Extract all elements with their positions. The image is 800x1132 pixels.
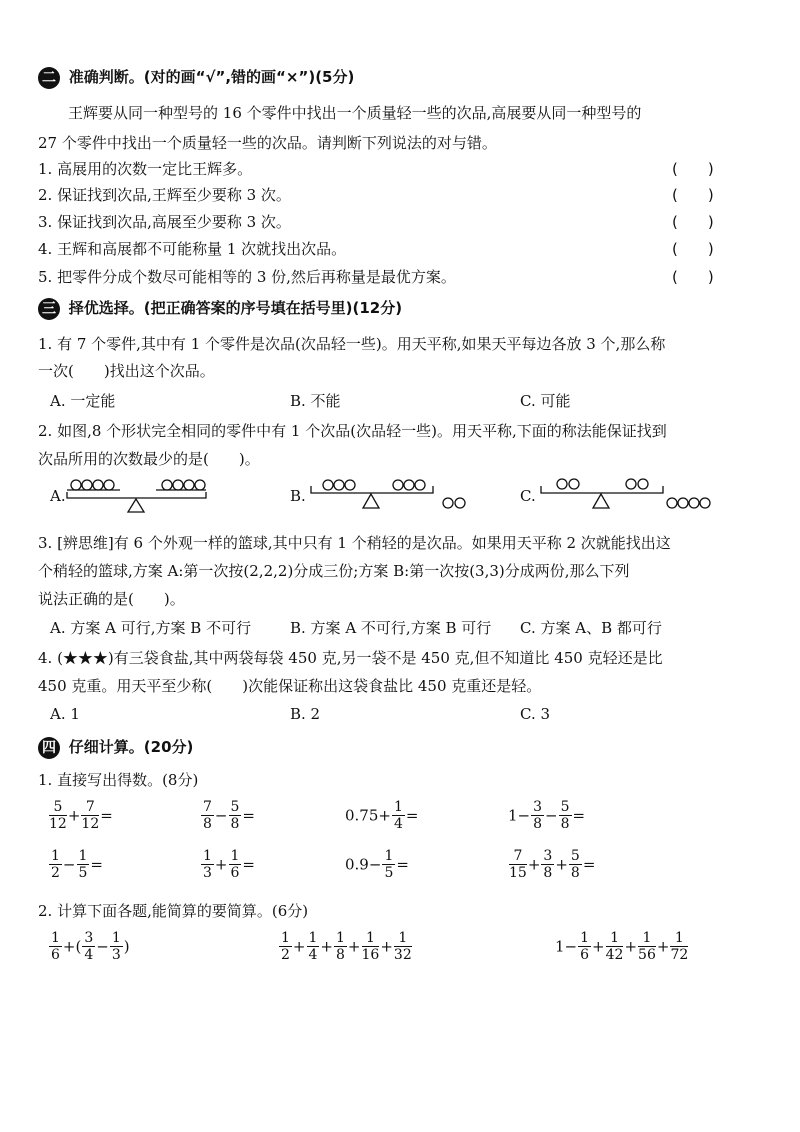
fraction: $\frac{1}{4}$ (308, 930, 318, 963)
section-4-header (38, 736, 193, 759)
answer-parentheses[interactable]: ( ) (672, 268, 714, 286)
judgment-item: 4. 王辉和高展都不可能称量 1 次就找出次品。 (38, 240, 347, 258)
subquestion-title: 1. 直接写出得数。(8分) (38, 771, 199, 789)
math-expression: 0.9− $\frac{1}{5}$ = (345, 848, 409, 881)
fraction: $\frac{1}{56}$ (638, 930, 656, 963)
option-b[interactable]: B. (290, 487, 306, 505)
question-text: 4. (★★★)有三袋食盐,其中两袋每袋 450 克,另一袋不是 450 克,但不知道比 450 克轻还是比 (38, 649, 663, 667)
question-text: 1. 有 7 个零件,其中有 1 个零件是次品(次品轻一些)。用天平称,如果天平每边各放 3 个,那么称 (38, 335, 666, 353)
section-title: 择优选择。(把正确答案的序号填在括号里)(12分) (68, 299, 403, 317)
judgment-item: 5. 把零件分成个数尽可能相等的 3 份,然后再称量是最优方案。 (38, 268, 456, 286)
option-b[interactable]: B. 方案 A 不可行,方案 B 可行 (290, 619, 492, 637)
math-expression: 1− $\frac{1}{6}$ + $\frac{1}{42}$ + $\frac{1}{56}$ + $\frac{1}{72}$ (555, 930, 689, 963)
section-3-header (38, 297, 402, 320)
fraction: $\frac{1}{16}$ (361, 930, 380, 963)
answer-parentheses[interactable]: ( ) (672, 186, 714, 204)
fraction: $\frac{3}{4}$ (84, 930, 94, 963)
section-number-badge: 四 (38, 737, 60, 759)
math-expression: $\frac{1}{2}$ − $\frac{1}{5}$ = (51, 848, 103, 881)
fraction: $\frac{1}{32}$ (393, 930, 412, 963)
question-text: 3. [辨思维]有 6 个外观一样的篮球,其中只有 1 个稍轻的是次品。如果用天平称 2 次就能找出这 (38, 534, 671, 552)
balance-scale-icon (538, 474, 718, 518)
fraction: $\frac{1}{42}$ (605, 930, 624, 963)
option-a[interactable]: A. (50, 487, 66, 505)
fraction: $\frac{5}{8}$ (570, 848, 580, 881)
fraction: $\frac{1}{3}$ (111, 930, 121, 963)
option-b[interactable]: B. 不能 (290, 392, 341, 410)
question-text: 个稍轻的篮球,方案 A:第一次按(2,2,2)分成三份;方案 B:第一次按(3,3)分成两份,那么下列 (38, 562, 630, 580)
answer-parentheses[interactable]: ( ) (672, 160, 714, 178)
math-expression: $\frac{7}{15}$ + $\frac{3}{8}$ + $\frac{5}{8}$ = (509, 848, 596, 881)
option-c[interactable]: C. 方案 A、B 都可行 (520, 619, 662, 637)
math-expression: 0.75+ $\frac{1}{4}$ = (345, 799, 419, 832)
option-c[interactable]: C. 可能 (520, 392, 571, 410)
fraction: $\frac{1}{5}$ (78, 848, 88, 881)
fraction: $\frac{1}{5}$ (384, 848, 394, 881)
intro-text: 27 个零件中找出一个质量轻一些的次品。请判断下列说法的对与错。 (38, 134, 497, 152)
math-expression: $\frac{1}{6}$ +( $\frac{3}{4}$ − $\frac{1}{3}$ ) (51, 930, 130, 963)
fraction: $\frac{1}{72}$ (670, 930, 689, 963)
answer-parentheses[interactable]: ( ) (672, 240, 714, 258)
fraction: $\frac{7}{8}$ (203, 799, 212, 832)
fraction: $\frac{3}{8}$ (543, 848, 553, 881)
math-expression: $\frac{1}{3}$ + $\frac{1}{6}$ = (203, 848, 255, 881)
section-title: 仔细计算。(20分) (68, 738, 194, 756)
question-text: 说法正确的是( )。 (38, 590, 185, 608)
section-number-badge: 三 (38, 298, 60, 320)
option-b[interactable]: B. 2 (290, 705, 321, 723)
option-a[interactable]: A. 一定能 (50, 392, 116, 410)
fraction: $\frac{3}{8}$ (533, 799, 543, 832)
subquestion-title: 2. 计算下面各题,能简算的要简算。(6分) (38, 902, 309, 920)
option-a[interactable]: A. 方案 A 可行,方案 B 不可行 (50, 619, 252, 637)
option-a[interactable]: A. 1 (50, 705, 80, 723)
fraction: $\frac{1}{2}$ (51, 848, 60, 881)
question-text: 2. 如图,8 个形状完全相同的零件中有 1 个次品(次品轻一些)。用天平称,下面的称法能保证找到 (38, 422, 667, 440)
fraction: $\frac{1}{6}$ (230, 848, 240, 881)
judgment-item: 3. 保证找到次品,高展至少要称 3 次。 (38, 213, 291, 231)
question-text: 次品所用的次数最少的是( )。 (38, 450, 260, 468)
judgment-item: 2. 保证找到次品,王辉至少要称 3 次。 (38, 186, 291, 204)
option-c[interactable]: C. 3 (520, 705, 551, 723)
math-expression: 1− $\frac{3}{8}$ − $\frac{5}{8}$ = (508, 799, 586, 832)
fraction: $\frac{1}{6}$ (51, 930, 60, 963)
math-expression: $\frac{7}{8}$ − $\frac{5}{8}$ = (203, 799, 255, 832)
option-c[interactable]: C. (520, 487, 536, 505)
section-2-header (38, 66, 354, 89)
math-expression: $\frac{5}{12}$ + $\frac{7}{12}$ = (49, 799, 113, 832)
fraction: $\frac{1}{4}$ (393, 799, 403, 832)
fraction: $\frac{5}{8}$ (560, 799, 570, 832)
fraction: $\frac{5}{12}$ (49, 799, 67, 832)
judgment-item: 1. 高展用的次数一定比王辉多。 (38, 160, 253, 178)
balance-scale-icon (308, 474, 478, 518)
fraction: $\frac{5}{8}$ (230, 799, 240, 832)
fraction: $\frac{7}{12}$ (81, 799, 100, 832)
question-text: 450 克重。用天平至少称( )次能保证称出这袋食盐比 450 克重还是轻。 (38, 677, 542, 695)
answer-parentheses[interactable]: ( ) (672, 213, 714, 231)
section-number-badge: 二 (38, 67, 60, 89)
math-expression: $\frac{1}{2}$ + $\frac{1}{4}$ + $\frac{1}{8}$ + $\frac{1}{16}$ + $\frac{1}{32}$ (281, 930, 412, 963)
fraction: $\frac{1}{8}$ (336, 930, 345, 963)
intro-text: 王辉要从同一种型号的 16 个零件中找出一个质量轻一些的次品,高展要从同一种型号的 (68, 104, 642, 122)
fraction: $\frac{1}{3}$ (203, 848, 212, 881)
section-title: 准确判断。(对的画“√”,错的画“×”)(5分) (68, 68, 355, 86)
fraction: $\frac{1}{6}$ (580, 930, 590, 963)
fraction: $\frac{1}{2}$ (281, 930, 290, 963)
question-text: 一次( )找出这个次品。 (38, 362, 215, 380)
fraction: $\frac{7}{15}$ (509, 848, 527, 881)
balance-scale-icon (64, 474, 214, 518)
